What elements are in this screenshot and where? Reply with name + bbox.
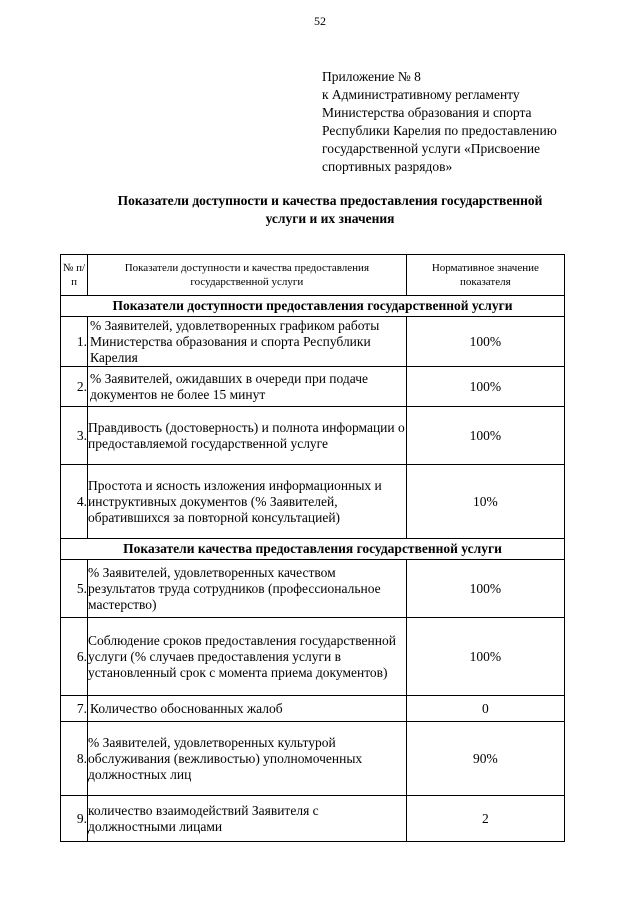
row-indicator: % Заявителей, ожидавших в очереди при подаче документов не более 15 минут [88,367,407,407]
table-row [61,696,565,722]
row-number: 6. [61,618,88,696]
table-row [61,407,565,465]
section-title: Показатели качества предоставления государственной услуги [61,539,565,560]
row-number: 7. [61,696,88,722]
row-indicator: Количество обоснованных жалоб [88,696,407,722]
appendix-line: Приложение № 8 [322,69,421,84]
title-line: Показатели доступности и качества предоставления государственной [117,193,543,208]
row-value: 100% [406,618,564,696]
table-row [61,367,565,407]
page-number: 52 [314,14,326,28]
row-number: 3. [61,407,88,465]
header-number: № п/п [61,255,88,296]
row-number: 1. [61,317,88,367]
title-line: услуги и их значения [265,211,395,226]
row-value: 100% [406,367,564,407]
row-indicator: Правдивость (достоверность) и полнота информации о предоставляемой государственной услуге [88,407,407,465]
row-indicator: Простота и ясность изложения информационных и инструктивных документов (% Заявителей, обратившихся за повторной консультацией) [88,465,407,539]
row-indicator: количество взаимодействий Заявителя с должностными лицами [88,796,407,842]
document-title [60,192,600,228]
table-row [61,465,565,539]
table-header-row [61,255,565,296]
table-row [61,560,565,618]
row-number: 2. [61,367,88,407]
row-indicator: Соблюдение сроков предоставления государственной услуги (% случаев предоставления услуги в установленный срок с момента приема документов) [88,618,407,696]
row-number: 5. [61,560,88,618]
table-row [61,317,565,367]
appendix-line: к Административному регламенту [322,87,520,102]
appendix-line: государственной услуги «Присвоение [322,141,541,156]
row-value: 10% [406,465,564,539]
header-indicator: Показатели доступности и качества предоставления государственной услуги [88,255,407,296]
section-row-quality [61,539,565,560]
row-indicator: % Заявителей, удовлетворенных качеством результатов труда сотрудников (профессиональное мастерство) [88,560,407,618]
appendix-line: Республики Карелия по предоставлению [322,123,557,138]
header-value: Нормативное значение показателя [406,255,564,296]
row-number: 4. [61,465,88,539]
appendix-line: спортивных разрядов» [322,159,453,174]
row-indicator: % Заявителей, удовлетворенных культурой обслуживания (вежливостью) уполномоченных должностных лиц [88,722,407,796]
row-value: 100% [406,560,564,618]
row-value: 100% [406,317,564,367]
row-value: 100% [406,407,564,465]
row-value: 2 [406,796,564,842]
section-row-availability [61,296,565,317]
row-value: 0 [406,696,564,722]
row-indicator: % Заявителей, удовлетворенных графиком работы Министерства образования и спорта Республики Карелия [88,317,407,367]
table-row [61,618,565,696]
appendix-line: Министерства образования и спорта [322,105,532,120]
table-row [61,796,565,842]
table-row [61,722,565,796]
appendix-reference [322,68,622,176]
indicators-table [60,254,565,842]
row-number: 9. [61,796,88,842]
row-value: 90% [406,722,564,796]
section-title: Показатели доступности предоставления государственной услуги [61,296,565,317]
row-number: 8. [61,722,88,796]
